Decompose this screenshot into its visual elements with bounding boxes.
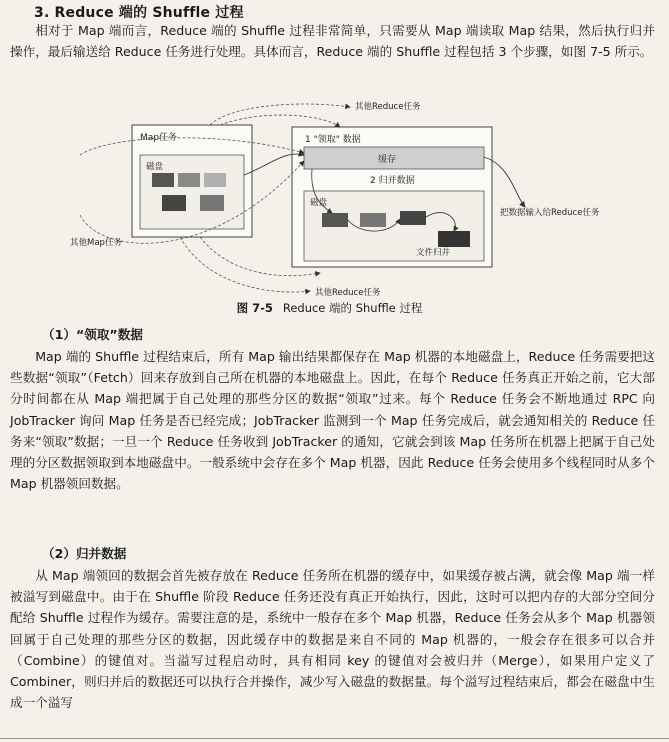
figure-caption-text: Reduce 端的 Shuffle 过程 [282, 301, 423, 315]
step2-paragraph: 从 Map 端领回的数据会首先被存放在 Reduce 任务所在机器的缓存中，如果缓存被占满，就会像 Map 端一样被溢写到磁盘中。由于在 Shuffle 阶段 Reduce 任务还没有真正开始执行，因此，这时可以把内存的大部分空间分配给 Shuffle 过程作为缓存。需要注意的是，系统中一般存在多个 Map 机器，Reduce 任务会从多个 Map 机器领回属于自己处理的那些分区的数据，因此缓存中的数据是来自不同的 Map 机器的，一般会存在很多可以合并（Combine）的键值对。当溢写过程启动时，具有相同 key 的键值对会被归并（Merge），如果用户定义了 Combiner，则归并后的数据还可以执行合并操作，减少写入磁盘的数据量。每个溢写过程结束后，都会在磁盘中生成一个溢写 [10, 568, 655, 711]
file-merge-label: 文件归并 [416, 248, 451, 258]
map-partition-5 [200, 195, 224, 211]
section-heading: 3. Reduce 端的 Shuffle 过程 [34, 5, 244, 21]
left-disk-label: 磁盘 [146, 162, 164, 172]
step2-title: （2）归并数据 [42, 546, 127, 561]
shuffle-diagram [60, 95, 620, 305]
fetch-label: 1 "领取" 数据 [305, 135, 361, 145]
intro-paragraph: 相对于 Map 端而言，Reduce 端的 Shuffle 过程非常简单，只需要从 Map 端读取 Map 结果，然后执行归并操作，最后输送给 Reduce 任务进行处理。具体而言，Reduce 端的 Shuffle 过程包括 3 个步骤，如图 7-5 所示。 [10, 23, 655, 60]
figure-caption [0, 300, 669, 316]
step1-title: （1）“领取”数据 [42, 327, 143, 342]
spill-file-3 [400, 211, 426, 225]
map-partition-3 [204, 173, 226, 187]
map-partition-2 [178, 173, 200, 187]
merge-label: 2 归并数据 [370, 176, 415, 186]
right-disk-label: 磁盘 [310, 198, 328, 208]
page-bottom-rule [0, 738, 669, 739]
map-task-label: Map任务 [140, 133, 177, 143]
map-partition-4 [162, 195, 186, 211]
spill-file-1 [322, 213, 348, 227]
map-partition-1 [152, 173, 174, 187]
other-reduce-bottom-label: 其他Reduce任务 [315, 288, 381, 298]
figure-caption-number: 图 7-5 [236, 301, 273, 315]
cache-label: 缓存 [378, 155, 397, 165]
other-reduce-top-label: 其他Reduce任务 [355, 102, 421, 112]
spill-file-2 [360, 213, 386, 227]
step1-paragraph: Map 端的 Shuffle 过程结束后，所有 Map 输出结果都保存在 Map 机器的本地磁盘上，Reduce 任务需要把这些数据“领取”（Fetch）回来存放到自己所在机器的本地磁盘上。因此，在每个 Reduce 任务真正开始之前，它大部分时间都在从 Map 端把属于自己处理的那些分区的数据“领取”过来。每个 Reduce 任务会不断地通过 RPC 向 JobTracker 询问 Map 任务是否已经完成；JobTracker 监测到一个 Map 任务完成后，就会通知相关的 Reduce 任务来“领取”数据；一旦一个 Reduce 任务收到 JobTracker 的通知，它就会到该 Map 任务所在机器上把属于自己处理的分区数据领取到本地磁盘中。一般系统中会存在多个 Map 机器，因此 Reduce 任务会使用多个线程同时从多个 Map 机器领回数据。 [10, 349, 655, 492]
to-reduce-label-1: 把数据输入给Reduce任务 [500, 208, 600, 218]
other-map-label: 其他Map任务 [70, 238, 122, 248]
merged-file [438, 231, 470, 247]
